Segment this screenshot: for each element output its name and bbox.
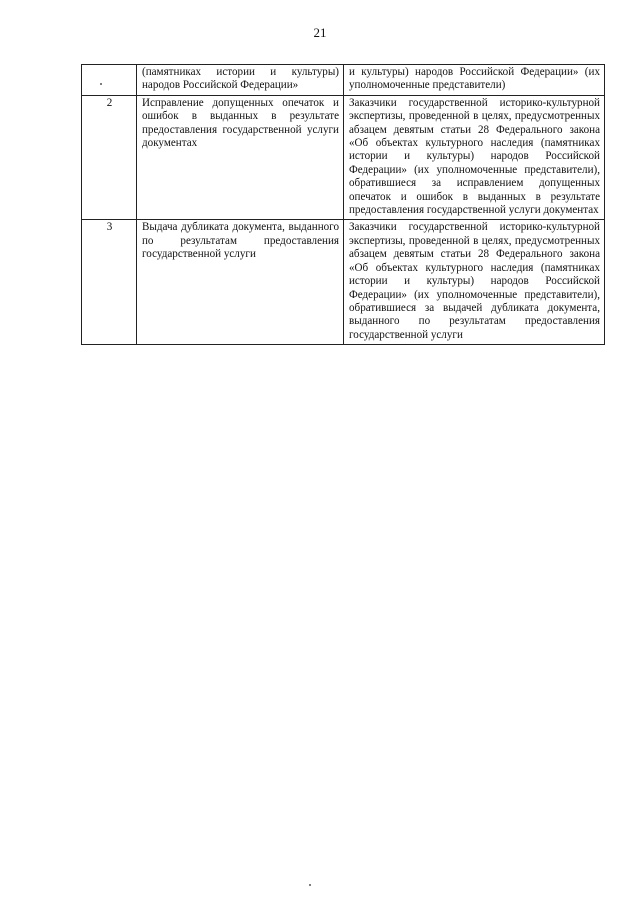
service-name-cell: Исправление допущенных опечаток и ошибок в выданных в результате предоставления государственной услуги документах	[137, 95, 344, 220]
service-name-cell: (памятниках истории и культуры) народов Российской Федерации»	[137, 65, 344, 96]
table-row	[82, 220, 605, 345]
page-number: 21	[313, 25, 327, 40]
service-name-cell: Выдача дубликата документа, выданного по результатам предоставления государственной услуги	[137, 220, 344, 345]
row-number-cell: 2	[82, 95, 137, 220]
scan-speck	[309, 884, 311, 886]
table-row	[82, 95, 605, 220]
row-number-cell	[82, 65, 137, 96]
applicants-cell: Заказчики государственной историко-культурной экспертизы, проведенной в целях, предусмотренных абзацем девятым статьи 28 Федерального закона «Об объектах культурного наследия (памятниках истории и культуры) народов Российской Федерации» (их уполномоченные представители), обратившиеся за исправлением допущенных опечаток и ошибок в выданных в результате предоставления государственной услуги документах	[344, 95, 605, 220]
applicants-cell: Заказчики государственной историко-культурной экспертизы, проведенной в целях, предусмотренных абзацем девятым статьи 28 Федерального закона «Об объектах культурного наследия (памятниках истории и культуры) народов Российской Федерации» (их уполномоченные представители), обратившиеся за выдачей дубликата документа, выданного по результатам предоставления государственной услуги	[344, 220, 605, 345]
applicants-cell: и культуры) народов Российской Федерации» (их уполномоченные представители)	[344, 65, 605, 96]
table-row	[82, 65, 605, 96]
scan-speck	[100, 83, 102, 85]
services-table	[81, 64, 605, 345]
row-number-cell: 3	[82, 220, 137, 345]
